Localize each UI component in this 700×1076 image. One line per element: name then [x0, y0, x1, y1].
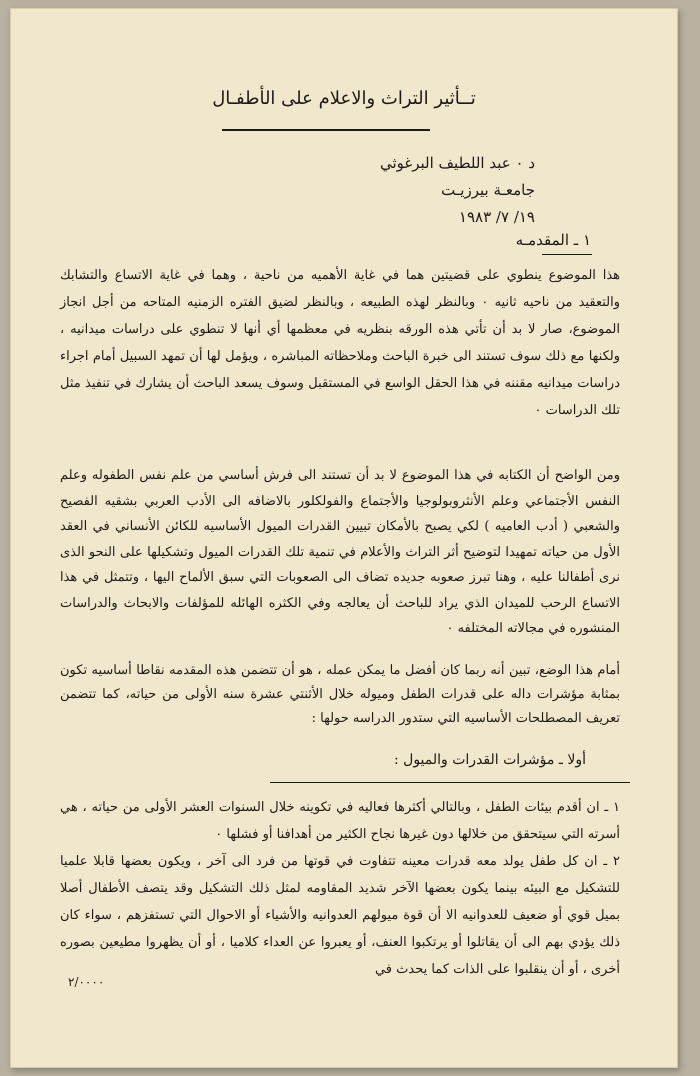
section-underline	[542, 254, 592, 255]
indicator-list	[60, 794, 620, 983]
paragraph-3	[60, 659, 620, 731]
page-continuation-marker: ٢/٠٠٠٠	[68, 975, 105, 989]
document-page	[10, 8, 678, 1068]
document-date: ١٩/ ٧/ ١٩٨٣	[458, 208, 535, 226]
subsection-underline	[270, 782, 630, 783]
document-title: تــأثير التراث والاعلام على الأطفـال	[212, 88, 476, 109]
paragraph-1-text: هذا الموضوع ينطوي على قضيتين هما في غاية الأهميه من ناحية ، وهما في غاية الاتساع والتشابك والتعقيد من ناحيه ثانيه ٠ وبالنظر لهذه الطبيعه ، وبالنظر لضيق الفتره الزمنيه المتاحه من أجل انجاز الموضوع، صار لا بد أن تأتي هذه الورقه بنظريه في معظمها أي أنها لا تنطوي على دراسات ميدانيه ، ولكنها مع ذلك سوف تستند الى خبرة الباحث وملاحظاته المباشره ، ويؤمل لها أن تمهد السبيل أمام اجراء دراسات ميدانيه مقننه في هذا الحقل الواسع في المستقبل وسوف يسعد الباحث أن يشارك في تنفيذ مثل تلك الدراسات ٠	[60, 268, 621, 418]
paragraph-2	[60, 463, 620, 642]
paragraph-2-text: ومن الواضح أن الكتابه في هذا الموضوع لا بد أن تستند الى فرش أساسي من علم نفس الطفوله وعلم النفس الأجتماعي وعلم الأنثروبولوجيا والأجتماع والفولكلور بالاضافه الى الأدب العربي بشقيه الفصيح والشعبي ( أدب العاميه ) لكي يصبح بالأمكان تبيين القدرات الميول الأساسيه للكائن الأنساني في العقد الأول من حياته تمهيدا لتوضيح أثر التراث والأعلام في تنمية تلك القدرات الميول وتشكيلها على النحو الذى نرى أطفالنا عليه ، وهنا تبرز صعوبه جديده تضاف الى الصعوبات التي سبق الألماح اليها ، وتتمثل في هذا الاتساع الرحب للميدان الذي يراد للباحث أن يعالجه وفي الكثره الهائله للمؤلفات والابحاث والدراسات المنشوره في مجالاته المختلفه ٠	[60, 468, 620, 636]
author-name: د ٠ عبد اللطيف البرغوثي	[379, 154, 535, 172]
paragraph-1	[60, 262, 620, 424]
list-item: ٢ ـ ان كل طفل يولد معه قدرات معينه تتفاوت في قوتها من فرد الى آخر ، ويكون بعضها قابلا علميا للتشكيل مع البيئه بينما يكون بعضها الآخر شديد المقاومه لمثل ذلك التشكيل وقد يتصف الأطفال أصلا بميل قوي أو ضعيف للعدوانيه الا أن قوة ميولهم العدوانيه والأشياء أو الاحوال التي تستفزهم ، سواء كان ذلك يؤدي بهم الى أن يقاتلوا أو يرتكبوا العنف، أو يعبروا عن العداء كلاميا ، أو أن يظهروا مطيعين بصوره أخرى ، أو أن ينقلبوا على الذات كما يحدث في	[60, 854, 620, 977]
list-item: ١ ـ ان أقدم بيئات الطفل ، وبالتالي أكثرها فعاليه في تكوينه خلال السنوات العشر الأولى من حياته ، هي أسرته التي سيتحقق من خلالها دون غيرها نجاح الكثير من أهدافنا أو فشلها ٠	[60, 800, 620, 842]
title-underline	[222, 129, 430, 131]
subsection-heading: أولا ـ مؤشرات القدرات والميول :	[393, 752, 586, 768]
author-block	[275, 150, 535, 231]
paragraph-3-text: أمام هذا الوضع، تبين أنه ربما كان أفضل ما يمكن عمله ، هو أن تتضمن هذه المقدمه نقاطا أساسيه تكون بمثابة مؤشرات داله على قدرات الطفل وميوله خلال الأثنتي عشرة سنه الأولى من حياته، كما تتضمن تعريف المصطلحات الأساسيه التي ستدور الدراسه حولها :	[60, 663, 620, 726]
institution-name: جامعـة بيرزيـت	[441, 181, 535, 199]
section-heading: ١ ـ المقدمـه	[515, 231, 591, 249]
